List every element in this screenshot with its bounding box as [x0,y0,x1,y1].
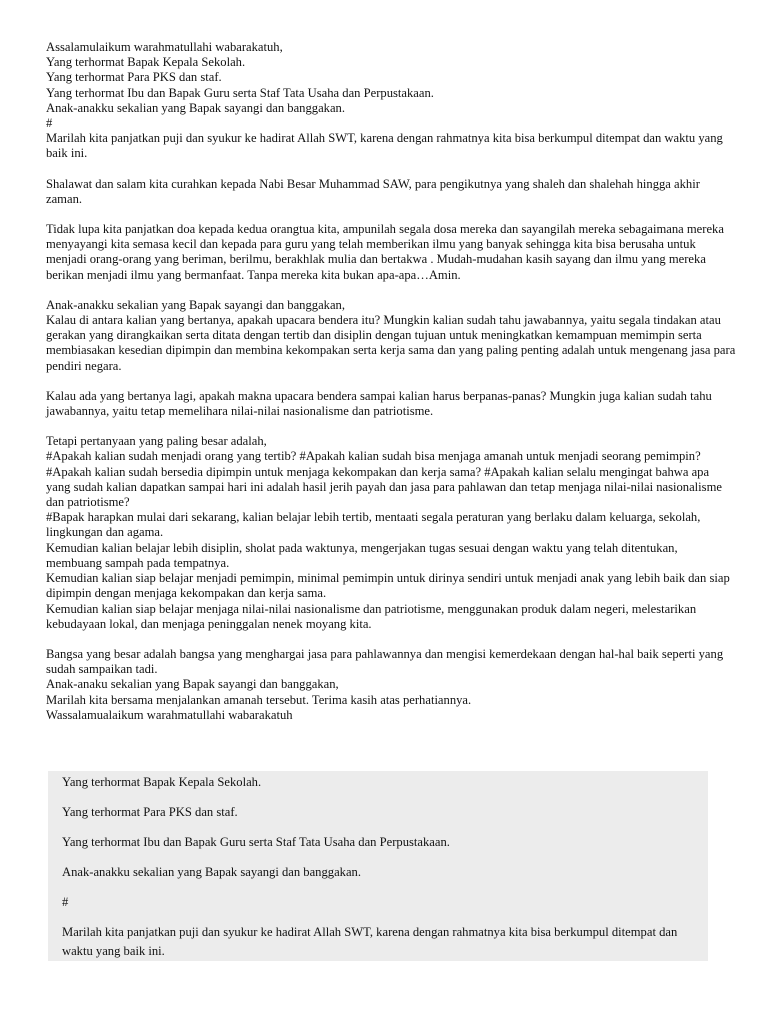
pertanyaan-intro: Tetapi pertanyaan yang paling besar adalah, [46,434,267,449]
excerpt-line: Yang terhormat Ibu dan Bapak Guru serta Staf Tata Usaha dan Perpustakaan. [62,835,450,849]
hash-marker: # [46,116,53,131]
pertanyaan-paragraph [46,434,736,632]
excerpt-line: Yang terhormat Bapak Kepala Sekolah. [62,775,262,789]
salam-closing: Wassalamualaikum warahmatullahi wabarakatuh [46,707,293,722]
closing-line: Marilah kita bersama menjalankan amanah tersebut. Terima kasih atas perhatiannya. [46,692,472,707]
closing-paragraph [46,647,736,723]
harapan-line: #Bapak harapkan mulai dari sekarang, kalian belajar lebih tertib, mentaati segala peraturan yang berlaku dalam keluarga, sekolah, lingkungan dan agama. [46,510,701,540]
excerpt-box [48,771,708,961]
kemudian-line: Kemudian kalian siap belajar menjadi pemimpin, minimal pemimpin untuk dirinya sendiri untuk menjadi anak yang lebih baik dan siap dipimpin dengan menjaga kekompakan dan kerja sama. [46,571,730,601]
kemudian-line: Kemudian kalian belajar lebih disiplin, sholat pada waktunya, mengerjakan tugas sesuai dengan waktu yang telah ditentukan, membuang sampah pada tempatnya. [46,540,678,570]
opening-praise-line: Marilah kita panjatkan puji dan syukur ke hadirat Allah SWT, karena dengan rahmatnya kita bisa berkumpul ditempat dan waktu yang baik ini. [46,131,723,161]
salam-line: Assalamulaikum warahmatullahi wabarakatuh, [46,40,283,54]
excerpt-line: Yang terhormat Para PKS dan staf. [62,805,238,819]
kemudian-line: Kemudian kalian siap belajar menjaga nilai-nilai nasionalisme dan patriotisme, menggunakan produk dalam negeri, melestarikan kebudayaan lokal, dan menjaga peninggalan nenek moyang kita. [46,601,697,631]
pertanyaan-list: #Apakah kalian sudah menjadi orang yang tertib? #Apakah kalian sudah bisa menjaga amanah untuk menjadi seorang pemimpin? #Apakah kalian sudah bersedia dipimpin untuk menjaga kekompakan dan kerja sama? #Apakah kalian selalu mengingat bahwa apa yang sudah kalian dapatkan sampai hari ini adalah hasil jerih payah dan jasa para pahlawan dan tetap menjaga nilai-nilai nasionalisme dan patriotisme? [46,449,722,510]
greeting-line: Yang terhormat Bapak Kepala Sekolah. [46,55,246,70]
document-body [46,40,736,738]
upacara-text: Kalau di antara kalian yang bertanya, apakah upacara bendera itu? Mungkin kalian sudah tahu jawabannya, yaitu segala tindakan atau gerakan yang dirangkaikan serta ditata dengan tertib dan disiplin dengan tujuan untuk meningkatkan kemampuan memimpin serta membiasakan kesedian dipimpin dan membina kekompakan serta kerja sama dan yang paling penting adalah untuk mengenang jasa para pendiri negara. [46,313,736,373]
upacara-paragraph [46,298,736,374]
greeting-line: Yang terhormat Para PKS dan staf. [46,70,222,85]
excerpt-line: Marilah kita panjatkan puji dan syukur ke hadirat Allah SWT, karena dengan rahmatnya kita bisa berkumpul ditempat dan waktu yang baik ini. [62,925,678,958]
excerpt-line: Anak-anakku sekalian yang Bapak sayangi dan banggakan. [62,865,361,879]
greeting-line: Yang terhormat Ibu dan Bapak Guru serta Staf Tata Usaha dan Perpustakaan. [46,85,434,100]
closing-address: Anak-anaku sekalian yang Bapak sayangi dan banggakan, [46,677,339,692]
doa-paragraph: Tidak lupa kita panjatkan doa kepada kedua orangtua kita, ampunilah segala dosa mereka dan sayangilah mereka sebagaimana mereka menyayangi kita semasa kecil dan kepada para guru yang telah memberikan ilmu yang banyak sehingga kita bisa berusaha untuk menjadi orang-orang yang beriman, berilmu, berakhlak mulia dan bertakwa . Mudah-mudahan kasih sayang dan ilmu yang mereka berikan menjadi ilmu yang bermanfaat. Tanpa mereka kita bukan apa-apa…Amin. [46,222,724,282]
excerpt-hash: # [62,895,69,909]
shalawat-paragraph: Shalawat dan salam kita curahkan kepada Nabi Besar Muhammad SAW, para pengikutnya yang shaleh dan shalehah hingga akhir zaman. [46,176,700,206]
makna-paragraph: Kalau ada yang bertanya lagi, apakah makna upacara bendera sampai kalian harus berpanas-panas? Mungkin juga kalian sudah tahu jawabannya, yaitu tetap memelihara nilai-nilai nasionalisme dan patriotisme. [46,388,712,419]
address-line: Anak-anakku sekalian yang Bapak sayangi dan banggakan, [46,297,345,312]
greeting-line: Anak-anakku sekalian yang Bapak sayangi dan banggakan. [46,100,345,115]
closing-line: Bangsa yang besar adalah bangsa yang menghargai jasa para pahlawannya dan mengisi kemerdekaan dengan hal-hal baik seperti yang sudah sampaikan tadi. [46,646,724,677]
greeting-paragraph [46,40,736,162]
